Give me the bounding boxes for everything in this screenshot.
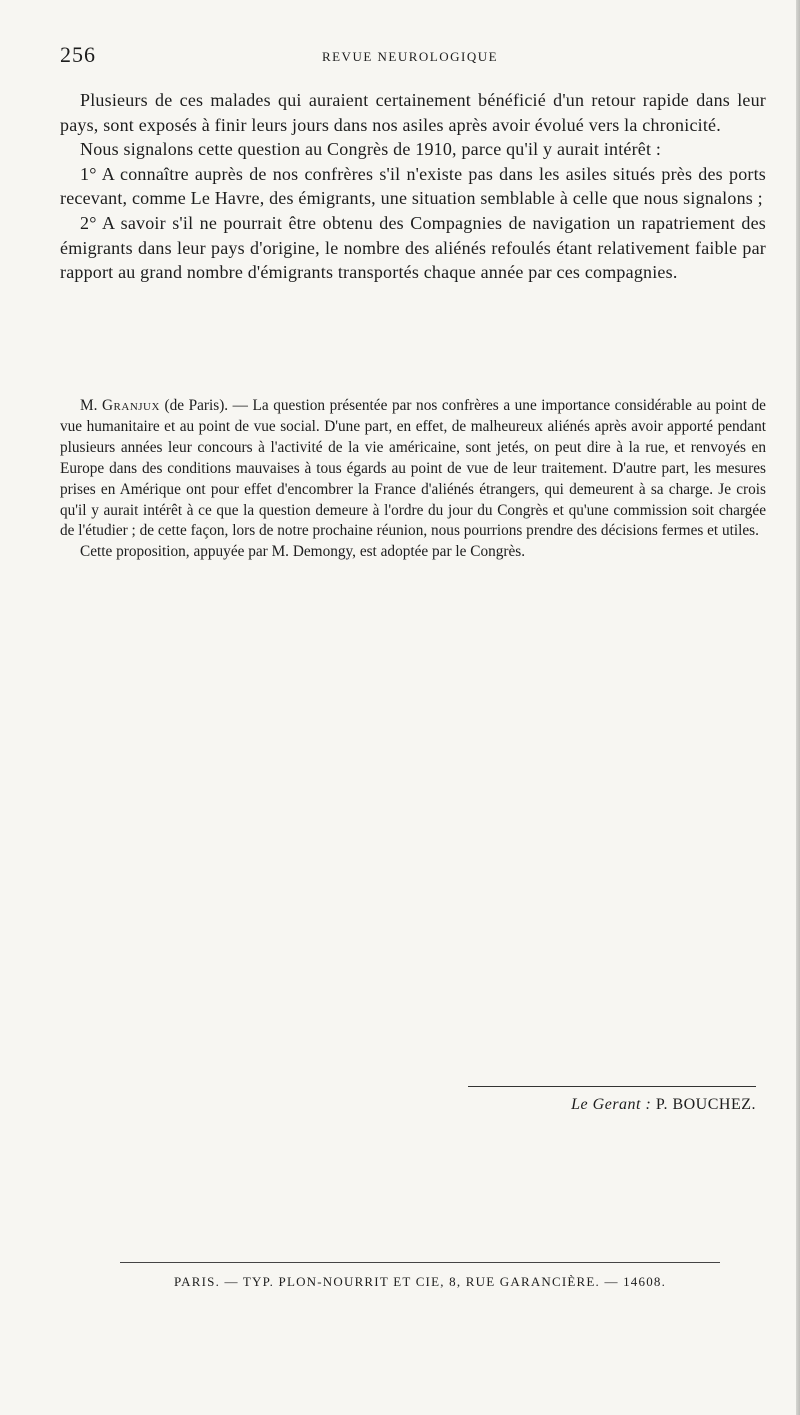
page-edge: [796, 0, 800, 1415]
page-header: [60, 42, 760, 72]
main-text: [60, 88, 766, 285]
discussion-paragraph: [60, 396, 766, 542]
printer-imprint: PARIS. — TYP. PLON-NOURRIT ET CIE, 8, RUE GARANCIÈRE. — 14608.: [173, 1274, 667, 1289]
signature-title: Le Gerant :: [571, 1096, 652, 1113]
speaker-prefix: M.: [80, 397, 98, 414]
signature-name: P. BOUCHEZ.: [655, 1096, 756, 1113]
conclusion-paragraph: Cette proposition, appuyée par M. Demongy, est adoptée par le Congrès.: [80, 543, 526, 561]
discussion-text: [60, 396, 766, 563]
discussion-body: La question présentée par nos confrères a une importance considérable au point de vue humanitaire et au point de vue social. D'une part, en effet, de malheureux aliénés après avoir apporté pendant plusieurs années leur concours à l'activité de la vie américaine, sont jetés, on peut dire à la rue, et renvoyés en Europe dans des conditions mauvaises à tous égards au point de vue de leur traitement. D'autre part, les mesures prises en Amérique ont pour effet d'encombrer la France d'aliénés étrangers, qui demeurent à sa charge. Je crois qu'il y aurait intérêt à ce que la question demeure à l'ordre du jour du Congrès et qu'une commission soit chargée de l'étudier ; de cette façon, lors de notre prochaine réunion, nous pourrions prendre des décisions fermes et utiles.: [60, 397, 766, 540]
page-number: 256: [60, 42, 96, 67]
paragraph-4: 2° A savoir s'il ne pourrait être obtenu des Compagnies de navigation un rapatriement des émigrants dans leur pays d'origine, le nombre des aliénés refoulés étant relativement faible par rapport au grand nombre d'émigrants transportés chaque année par ces compagnies.: [60, 212, 766, 283]
running-head: REVUE NEUROLOGIQUE: [321, 49, 499, 64]
paragraph-3: 1° A connaître auprès de nos confrères s'il n'existe pas dans les asiles situés près des ports recevant, comme Le Havre, des émigrants, une situation semblable à celle que nous signalons ;: [60, 163, 766, 209]
speaker-name: Granjux: [102, 397, 160, 414]
paragraph-2: Nous signalons cette question au Congrès de 1910, parce qu'il y aurait intérêt :: [80, 139, 662, 160]
footer-rule: [120, 1262, 720, 1263]
signature: [480, 1096, 756, 1114]
speaker-origin: (de Paris). —: [164, 397, 248, 414]
paragraph-1: Plusieurs de ces malades qui auraient certainement bénéficié d'un retour rapide dans leur pays, sont exposés à finir leurs jours dans nos asiles après avoir évolué vers la chronicité.: [60, 90, 766, 135]
signature-rule: [468, 1086, 756, 1087]
